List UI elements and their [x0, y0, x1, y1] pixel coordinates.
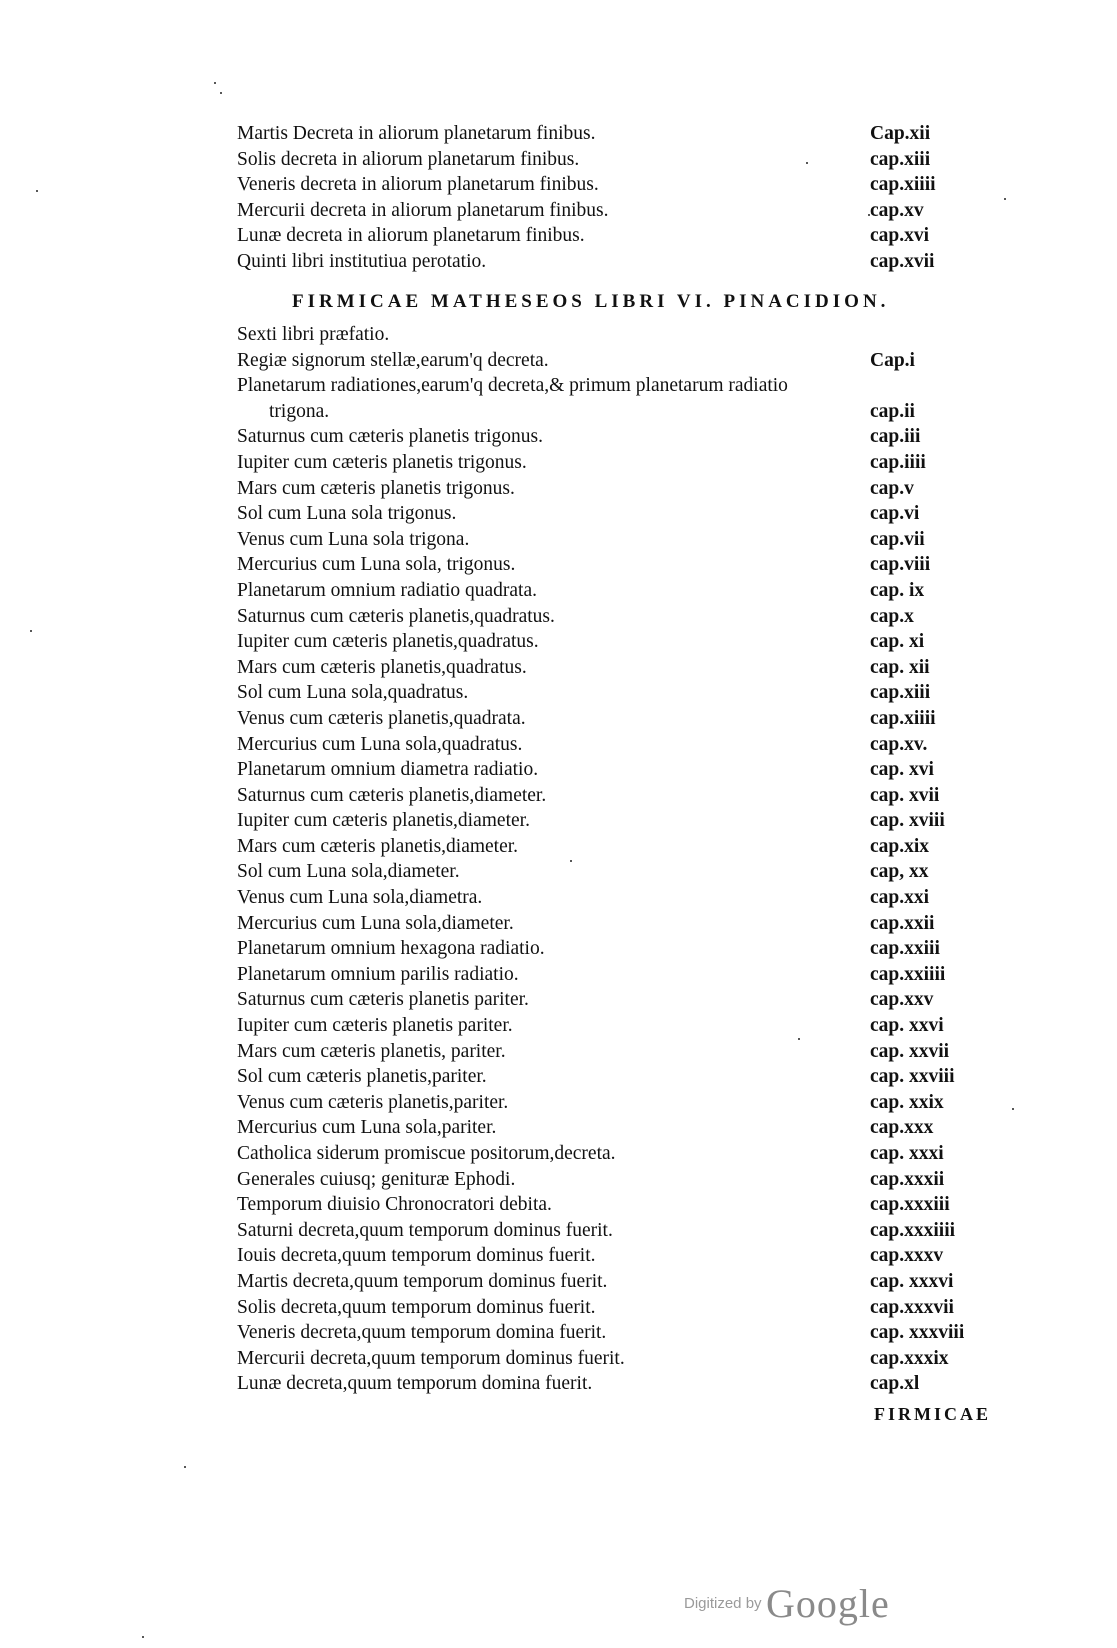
toc-entry — [237, 808, 997, 834]
table-of-contents-book-six — [237, 322, 997, 1397]
toc-entry — [237, 859, 997, 885]
toc-entry — [237, 424, 997, 450]
toc-entry — [237, 706, 997, 732]
chapter-number: cap.iii — [870, 426, 921, 448]
chapter-title: Regiæ signorum stellæ,earum'q decreta. — [237, 349, 549, 371]
chapter-number: cap. xviii — [870, 810, 945, 832]
chapter-title: Saturnus cum cæteris planetis,quadratus. — [237, 605, 555, 627]
chapter-number: cap.xvi — [870, 225, 930, 247]
chapter-title: Mercurii decreta,quum temporum dominus fuerit. — [237, 1347, 625, 1369]
chapter-number: cap.xxxvii — [870, 1296, 954, 1318]
chapter-title: Mercurii decreta in aliorum planetarum finibus. — [237, 199, 609, 221]
chapter-number: cap.xxx — [870, 1117, 934, 1139]
chapter-title: Iupiter cum cæteris planetis pariter. — [237, 1015, 513, 1037]
toc-entry — [237, 450, 997, 476]
chapter-title: Martis Decreta in aliorum planetarum finibus. — [237, 123, 596, 144]
catchword: FIRMICAE — [874, 1404, 991, 1424]
chapter-title: Saturnus cum cæteris planetis pariter. — [237, 989, 529, 1011]
toc-entry — [237, 680, 997, 706]
chapter-title: Venus cum Luna sola trigona. — [237, 528, 470, 550]
chapter-number: cap. xii — [870, 656, 930, 678]
toc-entry — [237, 604, 997, 630]
toc-entry — [237, 1320, 997, 1346]
ink-speck — [798, 1038, 800, 1040]
chapter-number: cap.xxxiiii — [870, 1219, 956, 1241]
chapter-number: cap.x — [870, 605, 914, 627]
toc-entry — [237, 1295, 997, 1321]
toc-entry — [237, 147, 997, 173]
toc-entry — [237, 1090, 997, 1116]
toc-entry — [237, 399, 997, 425]
chapter-number: cap.xxxix — [870, 1347, 949, 1369]
chapter-number: cap.xiii — [870, 682, 931, 704]
chapter-title: Planetarum omnium parilis radiatio. — [237, 963, 519, 985]
chapter-number: cap.xxv — [870, 989, 934, 1011]
chapter-title: trigona. — [269, 400, 330, 422]
toc-entry — [237, 1371, 997, 1397]
toc-entry — [237, 936, 997, 962]
chapter-title: Solis decreta in aliorum planetarum finibus. — [237, 148, 580, 170]
toc-entry — [237, 198, 997, 224]
toc-entry — [237, 172, 997, 198]
toc-entry — [237, 501, 997, 527]
chapter-number: cap.vii — [870, 528, 925, 550]
chapter-title: Planetarum omnium hexagona radiatio. — [237, 938, 545, 960]
chapter-number: cap, xx — [870, 861, 929, 883]
chapter-number: cap.xv — [870, 199, 924, 221]
chapter-title: Temporum diuisio Chronocratori debita. — [237, 1194, 552, 1216]
ink-speck — [36, 190, 38, 192]
chapter-number: cap.xxiii — [870, 938, 940, 960]
chapter-title: Quinti libri institutiua perotatio. — [237, 250, 487, 272]
toc-entry — [237, 121, 997, 147]
ink-speck — [868, 214, 870, 216]
toc-entry — [237, 732, 997, 758]
toc-entry — [237, 322, 997, 348]
chapter-title: Martis decreta,quum temporum dominus fuerit. — [237, 1270, 608, 1292]
chapter-number: cap.xvii — [870, 250, 935, 272]
ink-speck — [184, 1466, 186, 1468]
toc-entry — [237, 757, 997, 783]
chapter-title: Saturni decreta,quum temporum dominus fuerit. — [237, 1219, 613, 1241]
toc-entry — [237, 911, 997, 937]
toc-entry — [237, 373, 997, 399]
chapter-title: Sol cum Luna sola trigonus. — [237, 503, 457, 525]
toc-entry — [237, 783, 997, 809]
chapter-number: cap. xxviii — [870, 1066, 955, 1088]
ink-speck — [806, 162, 808, 164]
chapter-number: cap. xvi — [870, 759, 934, 781]
chapter-title: Generales cuiusq; genituræ Ephodi. — [237, 1168, 516, 1190]
toc-entry — [237, 1243, 997, 1269]
chapter-number: cap.xxxv — [870, 1245, 944, 1267]
chapter-title: Sol cum Luna sola,diameter. — [237, 861, 460, 883]
chapter-title: Sol cum cæteris planetis,pariter. — [237, 1066, 487, 1088]
toc-entry — [237, 629, 997, 655]
chapter-number: cap.vi — [870, 503, 920, 525]
toc-entry — [237, 476, 997, 502]
chapter-title: Venus cum cæteris planetis,quadrata. — [237, 707, 526, 729]
chapter-title: Iupiter cum cæteris planetis,quadratus. — [237, 631, 539, 653]
chapter-number: cap. xvii — [870, 784, 940, 806]
chapter-number: cap.viii — [870, 554, 931, 576]
chapter-title: Solis decreta,quum temporum dominus fuerit. — [237, 1296, 596, 1318]
chapter-title: Lunæ decreta in aliorum planetarum finibus. — [237, 225, 585, 247]
table-of-contents-book-five — [237, 121, 997, 275]
chapter-number: cap.xxxiii — [870, 1194, 950, 1216]
toc-entry — [237, 655, 997, 681]
chapter-title: Catholica siderum promiscue positorum,decreta. — [237, 1143, 616, 1164]
chapter-number: cap.xiii — [870, 148, 931, 170]
chapter-title: Venus cum cæteris planetis,pariter. — [237, 1091, 509, 1113]
chapter-title: Saturnus cum cæteris planetis,diameter. — [237, 784, 547, 806]
toc-entry — [237, 552, 997, 578]
chapter-number: cap.xxii — [870, 912, 935, 934]
chapter-title: Venus cum Luna sola,diametra. — [237, 887, 483, 909]
chapter-title: Sexti libri præfatio. — [237, 324, 390, 345]
chapter-number: cap. xi — [870, 631, 925, 653]
ink-speck — [1004, 198, 1006, 200]
chapter-number: cap. ix — [870, 579, 925, 601]
chapter-title: Veneris decreta,quum temporum domina fuerit. — [237, 1322, 607, 1344]
chapter-title: Iouis decreta,quum temporum dominus fuerit. — [237, 1245, 596, 1267]
chapter-title: Planetarum radiationes,earum'q decreta,& primum planetarum radiatio — [237, 375, 788, 397]
toc-entry — [237, 527, 997, 553]
ink-speck — [214, 82, 216, 84]
chapter-number: cap.xv. — [870, 733, 928, 755]
chapter-title: Mars cum cæteris planetis,diameter. — [237, 835, 519, 857]
toc-entry — [237, 987, 997, 1013]
chapter-number: cap. xxvi — [870, 1015, 944, 1037]
chapter-title: Iupiter cum cæteris planetis trigonus. — [237, 451, 527, 473]
chapter-title: Mercurius cum Luna sola,diameter. — [237, 912, 514, 934]
chapter-number: cap. xxxvi — [870, 1270, 954, 1292]
toc-entry — [237, 348, 997, 374]
chapter-title: Sol cum Luna sola,quadratus. — [237, 682, 469, 704]
chapter-number: cap.ii — [870, 400, 915, 422]
chapter-number: cap. xxxi — [870, 1143, 944, 1164]
toc-entry — [237, 1346, 997, 1372]
watermark-prefix: Digitized by — [684, 1595, 762, 1612]
watermark-brand: Google — [766, 1581, 890, 1626]
chapter-title: Mars cum cæteris planetis trigonus. — [237, 477, 515, 499]
ink-speck — [30, 630, 32, 632]
toc-entry — [237, 1141, 997, 1167]
ink-speck — [1012, 1108, 1014, 1110]
toc-entry — [237, 1167, 997, 1193]
chapter-number: cap.xl — [870, 1373, 920, 1395]
chapter-number: cap.iiii — [870, 451, 926, 473]
ink-speck — [570, 860, 572, 862]
chapter-title: Mercurius cum Luna sola,quadratus. — [237, 733, 523, 755]
chapter-number: cap.xxiiii — [870, 963, 946, 985]
chapter-number: Cap.xii — [870, 123, 931, 144]
section-heading: FIRMICAE MATHESEOS LIBRI VI. PINACIDION. — [292, 291, 890, 312]
chapter-title: Planetarum omnium diametra radiatio. — [237, 759, 539, 781]
chapter-title: Saturnus cum cæteris planetis trigonus. — [237, 426, 544, 448]
digitization-watermark — [684, 1580, 890, 1627]
chapter-number: cap.xxi — [870, 887, 930, 909]
chapter-title: Mercurius cum Luna sola,pariter. — [237, 1117, 497, 1139]
chapter-number: cap.xiiii — [870, 707, 936, 729]
toc-entry — [237, 1269, 997, 1295]
toc-entry — [237, 1192, 997, 1218]
chapter-title: Veneris decreta in aliorum planetarum finibus. — [237, 174, 599, 196]
chapter-title: Mars cum cæteris planetis, pariter. — [237, 1040, 506, 1062]
chapter-number: cap.xiiii — [870, 174, 936, 196]
toc-entry — [237, 885, 997, 911]
chapter-number: cap. xxix — [870, 1091, 944, 1113]
chapter-title: Mercurius cum Luna sola, trigonus. — [237, 554, 516, 576]
toc-entry — [237, 578, 997, 604]
chapter-number: cap. xxvii — [870, 1040, 950, 1062]
toc-entry — [237, 1218, 997, 1244]
ink-speck — [142, 1636, 144, 1638]
toc-entry — [237, 223, 997, 249]
chapter-number: cap.v — [870, 477, 914, 499]
chapter-number: cap.xxxii — [870, 1168, 945, 1190]
chapter-number: Cap.i — [870, 349, 915, 371]
chapter-number: cap. xxxviii — [870, 1322, 965, 1344]
chapter-title: Mars cum cæteris planetis,quadratus. — [237, 656, 527, 678]
toc-entry — [237, 1013, 997, 1039]
chapter-title: Planetarum omnium radiatio quadrata. — [237, 579, 537, 601]
toc-entry — [237, 1064, 997, 1090]
chapter-title: Lunæ decreta,quum temporum domina fuerit. — [237, 1373, 593, 1395]
chapter-number: cap.xix — [870, 835, 930, 857]
toc-entry — [237, 249, 997, 275]
toc-entry — [237, 962, 997, 988]
toc-entry — [237, 1115, 997, 1141]
toc-entry — [237, 1039, 997, 1065]
toc-entry — [237, 834, 997, 860]
ink-speck — [220, 92, 222, 94]
chapter-title: Iupiter cum cæteris planetis,diameter. — [237, 810, 530, 832]
